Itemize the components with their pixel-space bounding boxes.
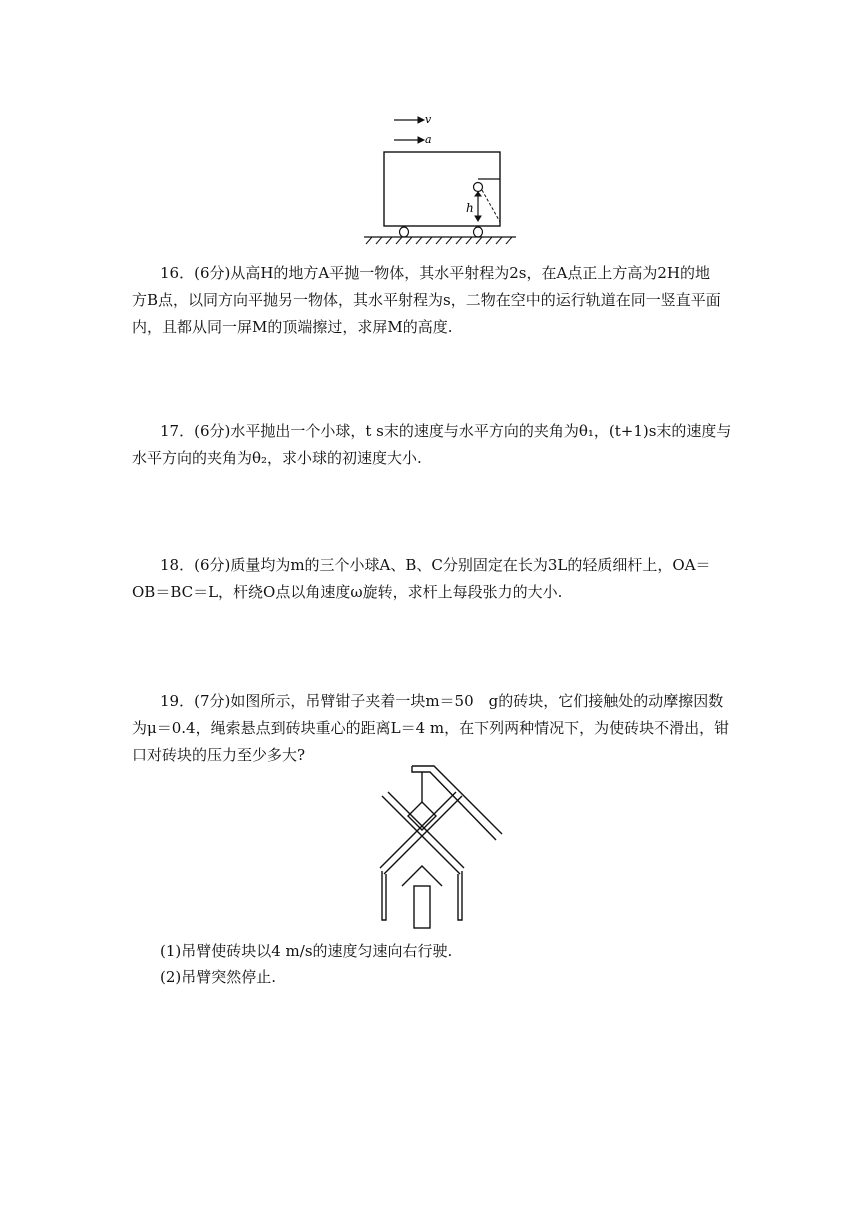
- tongs-right-jaw: [458, 871, 462, 920]
- tongs-left-jaw: [382, 871, 386, 920]
- q18-line-2: OB＝BC＝L，杆绕O点以角速度ω旋转，求杆上每段张力的大小.: [132, 583, 563, 601]
- tongs-crossing-arms: [380, 792, 464, 874]
- ground-hatch: [366, 237, 512, 244]
- q18-line-1: 18．(6分)质量均为m的三个小球A、B、C分别固定在长为3L的轻质细杆上，OA＝: [160, 556, 711, 574]
- tongs-lower-linkage: [402, 866, 442, 886]
- dashed-trajectory: [482, 190, 500, 222]
- brick: [414, 886, 430, 928]
- wheel-left: [400, 227, 409, 237]
- q19-sub-1: (1)吊臂使砖块以4 m/s的速度匀速向右行驶.: [160, 942, 453, 960]
- q17-line-1: 17．(6分)水平抛出一个小球，t s末的速度与水平方向的夹角为θ₁，(t+1)s末的速度与: [160, 422, 732, 440]
- q19-line-3: 口对砖块的压力至少多大?: [132, 746, 306, 764]
- q16-line-1: 16．(6分)从高H的地方A平抛一物体，其水平射程为2s，在A点正上方高为2H的地: [160, 264, 710, 282]
- q17-line-2: 水平方向的夹角为θ₂，求小球的初速度大小.: [132, 449, 422, 467]
- q19-sub-questions: [160, 938, 452, 990]
- question-16: [132, 260, 732, 341]
- height-arrow: [475, 192, 481, 221]
- question-18: [132, 552, 732, 606]
- velocity-label: v: [425, 113, 432, 126]
- q19-sub-2: (2)吊臂突然停止.: [160, 968, 277, 986]
- q19-line-2: 为μ＝0.4，绳索悬点到砖块重心的距离L＝4 m，在下列两种情况下，为使砖块不滑出，钳: [132, 719, 730, 737]
- acceleration-label: a: [425, 133, 432, 146]
- question-19: [132, 688, 732, 769]
- acceleration-arrow: [394, 137, 424, 143]
- velocity-arrow: [394, 117, 424, 123]
- q16-line-2: 方B点，以同方向平抛另一物体，其水平射程为s，二物在空中的运行轨道在同一竖直平面: [132, 291, 721, 309]
- question-17: [132, 418, 732, 472]
- q19-line-1: 19．(7分)如图所示，吊臂钳子夹着一块m＝50 g的砖块，它们接触处的动摩擦因数: [160, 692, 724, 710]
- crane-tongs-figure: [378, 762, 504, 930]
- q16-line-3: 内，且都从同一屏M的顶端擦过，求屏M的高度.: [132, 318, 453, 336]
- ball-top: [474, 183, 483, 192]
- cart-figure: [360, 108, 520, 248]
- height-label: h: [466, 201, 474, 215]
- wheel-right: [474, 227, 483, 237]
